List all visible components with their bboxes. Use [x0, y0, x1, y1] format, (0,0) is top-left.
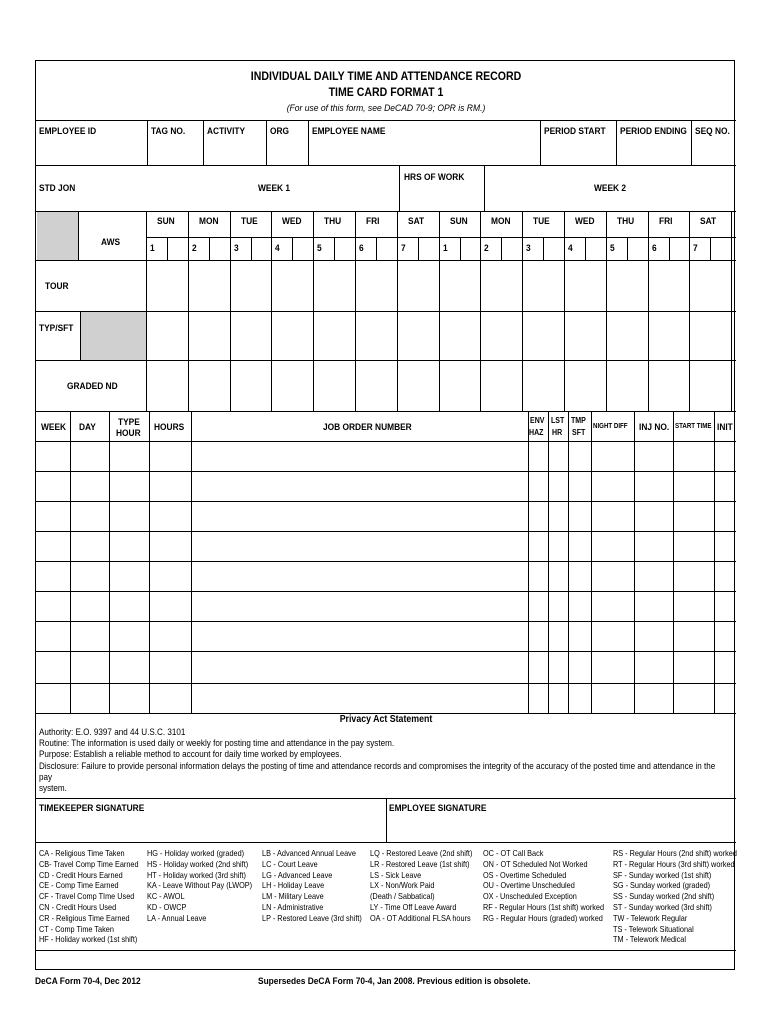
day-entry-cell[interactable]: [314, 238, 354, 259]
legend-item: LS - Sick Leave: [370, 869, 422, 880]
legend-item: CF - Travel Comp TIme Used: [39, 891, 135, 902]
table-row[interactable]: [36, 442, 736, 470]
day-entry-cell[interactable]: [147, 361, 187, 408]
legend-item: SG - Sunday worked (graded): [613, 880, 711, 891]
day-header-6: FRI: [365, 216, 380, 227]
day-number-7: 7: [400, 243, 406, 254]
day-entry-cell[interactable]: [565, 312, 605, 359]
day-entry-cell[interactable]: [231, 361, 271, 408]
day-number-12: 5: [609, 243, 615, 254]
day-entry-cell[interactable]: [649, 238, 689, 259]
privacy-routine: Routine: The information is used daily or weekly for posting time and attendance in the pay system.: [39, 738, 395, 749]
day-header-14: SAT: [700, 216, 717, 227]
day-entry-cell[interactable]: [690, 312, 730, 359]
day-entry-cell[interactable]: [189, 361, 229, 408]
day-entry-cell[interactable]: [147, 238, 187, 259]
std-jon-label: STD JON: [39, 183, 76, 194]
day-number-8: 1: [442, 243, 448, 254]
day-entry-cell[interactable]: [565, 238, 605, 259]
legend-item: HG - Holiday worked (graded): [147, 848, 245, 858]
day-number-5: 5: [317, 243, 322, 254]
table-row[interactable]: [36, 532, 736, 560]
hr-col-header: HR: [552, 428, 563, 437]
legend-item: KC - AWOL: [147, 891, 185, 902]
legend-item: CR - Religious Time Earned: [39, 912, 130, 923]
day-entry-cell[interactable]: [189, 238, 229, 259]
day-header-1: SUN: [156, 216, 175, 227]
privacy-authority: Authority: E.O. 9397 and 44 U.S.C. 3101: [39, 727, 186, 737]
lst-col-header: LST: [551, 416, 565, 425]
week-col-header: WEEK: [41, 422, 67, 433]
day-entry-cell[interactable]: [649, 312, 689, 359]
legend-item: SS - Sunday worked (2nd shift): [613, 891, 715, 902]
day-entry-cell[interactable]: [398, 238, 438, 259]
day-entry-cell[interactable]: [690, 238, 730, 259]
day-entry-cell[interactable]: [607, 361, 647, 408]
legend-col-1: [39, 848, 139, 945]
org-label: ORG: [270, 126, 290, 137]
day-header-9: MON: [491, 216, 511, 227]
form-note: (For use of this form, see DeCAD 70-9; OPR is RM.): [286, 103, 486, 114]
legend-item: SF - Sunday worked (1st shift): [613, 869, 712, 880]
form-title: INDIVIDUAL DAILY TIME AND ATTENDANCE RECORD: [250, 69, 522, 83]
legend-item: ON - OT Scheduled Not Worked: [483, 858, 588, 869]
employee-signature-label: EMPLOYEE SIGNATURE: [389, 803, 487, 814]
legend-item: CD - Credit Hours Earned: [39, 869, 123, 880]
employee-id-label: EMPLOYEE ID: [39, 126, 97, 137]
employee-signature-field[interactable]: [389, 816, 729, 840]
privacy-title: Privacy Act Statement: [339, 714, 433, 725]
timekeeper-signature-label: TIMEKEEPER SIGNATURE: [39, 803, 145, 814]
day-entry-cell[interactable]: [272, 312, 312, 359]
table-row[interactable]: [36, 562, 736, 590]
legend-item: CB- Travel Comp Time Earned: [39, 858, 139, 869]
day-entry-cell[interactable]: [356, 312, 396, 359]
sft-col-header: SFT: [572, 428, 586, 437]
graded-nd-label: GRADED ND: [67, 381, 118, 392]
day-number-6: 6: [359, 243, 364, 254]
haz-col-header: HAZ: [529, 428, 544, 437]
legend-item: HS - Holiday worked (2nd shift): [147, 858, 249, 869]
day-entry-cell[interactable]: [523, 312, 563, 359]
table-row[interactable]: [36, 684, 736, 712]
night-diff-col-header: NIGHT DIFF: [593, 423, 628, 430]
time-card-form: [35, 60, 735, 970]
job-order-col-header: JOB ORDER NUMBER: [323, 422, 412, 433]
legend-col-3: [262, 848, 362, 924]
legend-item: LM - Military Leave: [262, 891, 324, 902]
week1-label: WEEK 1: [258, 183, 291, 194]
legend-col-6: [613, 848, 737, 945]
day-number-1: 1: [150, 243, 155, 254]
day-number-10: 3: [526, 243, 531, 254]
legend-item: RS - Regular Hours (2nd shift) worked: [613, 848, 737, 858]
day-entry-cell[interactable]: [356, 361, 396, 408]
day-entry-cell[interactable]: [481, 312, 521, 359]
timekeeper-signature-field[interactable]: [39, 816, 379, 840]
form-number: DeCA Form 70-4, Dec 2012: [35, 976, 141, 987]
legend-item: CA - Religious Time Taken: [39, 848, 125, 858]
table-row[interactable]: [36, 652, 736, 682]
day-entry-cell[interactable]: [272, 238, 312, 259]
legend-item: HF - Holiday worked (1st shift): [39, 934, 138, 945]
hour-col-header: HOUR: [116, 428, 141, 439]
typsft-label: TYP/SFT: [39, 323, 74, 334]
day-entry-cell[interactable]: [356, 238, 396, 259]
day-number-9: 2: [484, 243, 490, 254]
aws-shaded-cell: [37, 212, 78, 260]
day-header-4: WED: [282, 216, 302, 227]
seq-no-label: SEQ NO.: [695, 126, 730, 137]
day-entry-cell[interactable]: [440, 312, 480, 359]
period-ending-label: PERIOD ENDING: [620, 126, 687, 137]
day-entry-cell[interactable]: [481, 238, 521, 259]
day-entry-cell[interactable]: [189, 312, 229, 359]
employee-name-label: EMPLOYEE NAME: [312, 126, 386, 137]
legend-item: LQ - Restored Leave (2nd shift): [370, 848, 473, 858]
day-number-2: 2: [191, 243, 197, 254]
legend-item: OU - Overtime Unscheduled: [483, 880, 575, 891]
day-header-11: WED: [574, 216, 595, 227]
period-start-label: PERIOD START: [544, 126, 606, 137]
legend-item: RT - Regular Hours (3rd shift) worked: [613, 858, 735, 869]
legend-item: OC - OT Call Back: [483, 848, 544, 858]
day-entry-cell[interactable]: [649, 361, 689, 408]
legend-item: OX - Unscheduled Exception: [483, 891, 577, 902]
legend-item: CT - Comp Time Taken: [39, 923, 114, 934]
legend-item: LB - Advanced Annual Leave: [262, 848, 356, 858]
day-entry-cell[interactable]: [607, 312, 647, 359]
activity-label: ACTIVITY: [207, 126, 246, 137]
init-col-header: INIT: [717, 422, 733, 433]
legend-item: TW - Telework Regular: [613, 912, 688, 923]
day-number-13: 6: [651, 243, 657, 254]
privacy-disclosure-cont: system.: [39, 783, 67, 794]
tour-label: TOUR: [45, 281, 69, 292]
day-entry-cell[interactable]: [440, 238, 480, 259]
day-entry-cell[interactable]: [690, 361, 730, 408]
day-entry-cell[interactable]: [398, 312, 438, 359]
day-number-11: 4: [568, 243, 573, 254]
legend-item: TS - Telework Situational: [613, 923, 694, 934]
legend-item: LC - Court Leave: [262, 858, 318, 869]
day-entry-cell[interactable]: [523, 238, 563, 259]
legend-item: KD - OWCP: [147, 901, 187, 912]
day-entry-cell[interactable]: [481, 361, 521, 408]
privacy-text: [39, 727, 719, 794]
day-entry-cell[interactable]: [231, 312, 271, 359]
legend-item: LY - Time Off Leave Award: [370, 901, 457, 912]
supersedes-note: Supersedes DeCA Form 70-4, Jan 2008. Previous edition is obsolete.: [258, 976, 531, 987]
legend-item: RG - Regular Hours (graded) worked: [483, 912, 603, 923]
day-col-header: DAY: [79, 422, 96, 433]
day-header-5: THU: [324, 216, 342, 227]
table-row[interactable]: [36, 592, 736, 620]
day-entry-cell[interactable]: [147, 312, 187, 359]
type-col-header: TYPE: [118, 417, 140, 428]
privacy-disclosure: Disclosure: Failure to provide personal information delays the posting of time and attendance records and compromises the integrity of the accuracy of the posted time and attendance in the pay: [39, 760, 716, 782]
legend-item: ST - Sunday worked (3rd shift): [613, 901, 713, 912]
day-entry-cell[interactable]: [607, 238, 647, 259]
legend-item: RF - Regular Hours (1st shift) worked: [483, 901, 605, 912]
day-number-4: 4: [275, 243, 281, 254]
legend-item: OA - OT Additional FLSA hours: [370, 912, 471, 923]
legend-item: LR - Restored Leave (1st shift): [370, 858, 470, 869]
day-entry-cell[interactable]: [314, 361, 354, 408]
legend-item: OS - Overtime Scheduled: [483, 869, 567, 880]
legend-item: LH - Holiday Leave: [262, 880, 325, 891]
day-number-3: 3: [233, 243, 239, 254]
legend-item: LA - Annual Leave: [147, 912, 207, 923]
day-header-2: MON: [198, 216, 219, 227]
table-row[interactable]: [36, 472, 736, 500]
inj-no-col-header: INJ NO.: [639, 422, 670, 433]
legend-col-4: [370, 848, 472, 924]
day-header-8: SUN: [449, 216, 468, 227]
tmp-col-header: TMP: [571, 416, 586, 425]
day-entry-cell[interactable]: [398, 361, 438, 408]
legend-item: LX - Non/Work Paid: [370, 880, 435, 891]
env-col-header: ENV: [530, 416, 545, 425]
day-header-3: TUE: [240, 216, 258, 227]
tag-no-label: TAG NO.: [151, 126, 186, 137]
hours-col-header: HOURS: [154, 422, 185, 433]
aws-label: AWS: [101, 237, 121, 248]
day-entry-cell[interactable]: [272, 361, 312, 408]
form-subtitle: TIME CARD FORMAT 1: [328, 85, 444, 99]
legend-item: CN - Credit Hours Used: [39, 901, 117, 912]
day-entry-cell[interactable]: [440, 361, 480, 408]
legend-item: TM - Telework Medical: [613, 934, 686, 945]
legend-item: LN - Administrative: [262, 901, 324, 912]
start-time-col-header: START TIME: [675, 423, 712, 430]
legend-item: KA - Leave Without Pay (LWOP): [147, 880, 253, 891]
legend-item: HT - Holiday worked (3rd shift): [147, 869, 246, 880]
hrs-of-work-label: HRS OF WORK: [404, 172, 465, 183]
day-header-13: FRI: [658, 216, 672, 227]
typsft-shaded-cell: [80, 312, 146, 360]
legend-item: CE - Comp Time Earned: [39, 880, 119, 891]
legend-col-2: [147, 848, 252, 924]
legend-item: LP - Restored Leave (3rd shift): [262, 912, 362, 923]
table-row[interactable]: [36, 622, 736, 650]
legend-col-5: [483, 848, 604, 924]
legend-item: LG - Advanced Leave: [262, 869, 333, 880]
privacy-purpose: Purpose: Establish a reliable method to account for daily time worked by employees.: [39, 749, 342, 760]
day-header-10: TUE: [533, 216, 550, 227]
day-entry-cell[interactable]: [231, 238, 271, 259]
week2-label: WEEK 2: [594, 183, 627, 194]
legend-item: (Death / Sabbatical): [370, 891, 435, 902]
day-entry-cell[interactable]: [523, 361, 563, 408]
day-header-7: SAT: [407, 216, 424, 227]
day-number-14: 7: [693, 243, 699, 254]
table-row[interactable]: [36, 502, 736, 530]
day-entry-cell[interactable]: [565, 361, 605, 408]
day-entry-cell[interactable]: [314, 312, 354, 359]
day-header-12: THU: [616, 216, 634, 227]
